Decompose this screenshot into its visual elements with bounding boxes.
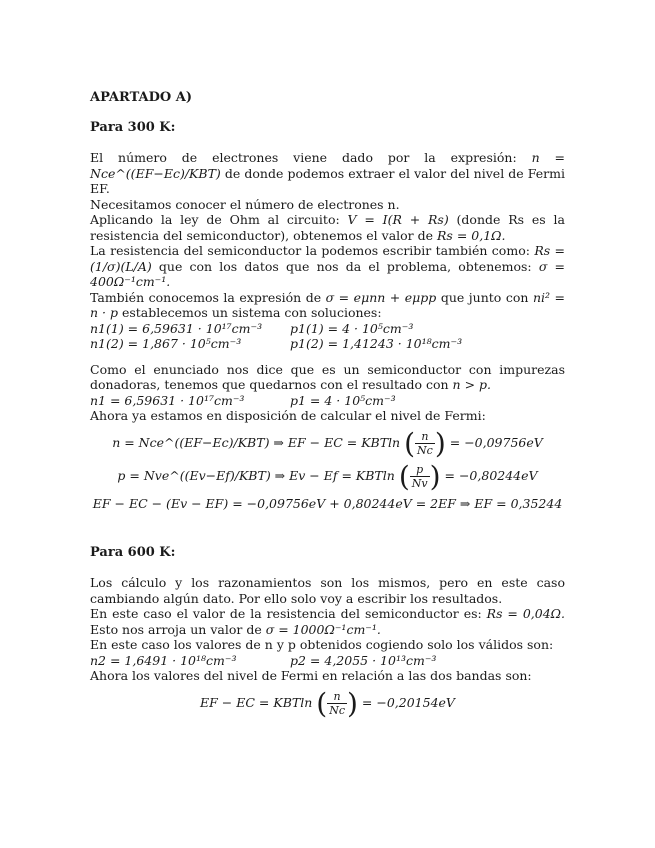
subsection-300k: Para 300 K: — [90, 120, 176, 135]
equation-4: EF − EC = KBTln ( $\frac{n}{Nc}$ ) = −0,20154eV — [200, 686, 455, 720]
formula-n: n = Nce^((EF−Ec)/KBT) — [90, 150, 565, 181]
equation-3: EF − EC − (Ev − EF) = −0,09756eV + 0,80244eV = 2EF ⇒ EF = 0,35244 — [92, 495, 563, 511]
equation-1: n = Nce^((EF−Ec)/KBT) ⇒ EF − EC = KBTln ( $\frac{n}{Nc}$ ) = −0,09756eV — [112, 426, 543, 460]
para-resistance-600: En este caso el valor de la resistencia del semiconductor es: Rs = 0,04Ω. Esto nos arroja un valor de σ = 1000Ω⁻¹cm⁻¹. — [90, 606, 566, 637]
para-sigma: También conocemos la expresión de σ = eμnn + eμpp que junto con ni² = n · p establecemos un sistema con soluciones: — [90, 289, 565, 320]
para-donor: Como el enunciado nos dice que es un semiconductor con impurezas donadoras, tenemos que quedarnos con el resultado con n > p. — [90, 361, 565, 392]
para-fermi-intro: Ahora ya estamos en disposición de calcular el nivel de Fermi: — [90, 408, 486, 423]
result-row-300: n1 = 6,59631 · 10¹⁷cm⁻³ p1 = 4 · 10⁵cm⁻³ — [90, 392, 396, 408]
para-resistance: La resistencia del semiconductor la podemos escribir también como: Rs = (1/σ)(L/A) que con los datos que nos da el problema, obtenemos: σ = 400Ω⁻¹cm⁻¹. — [90, 243, 566, 289]
para-need-n: Necesitamos conocer el número de electrones n. — [90, 196, 400, 212]
equation-2: p = Nve^((Ev−Ef)/KBT) ⇒ Ev − Ef = KBTln ( $\frac{p}{Nv}$ ) = −0,80244eV — [117, 459, 538, 493]
section-title: APARTADO A) — [90, 90, 192, 105]
solution-row-1: n1(1) = 6,59631 · 10¹⁷cm⁻³ p1(1) = 4 · 10⁵cm⁻³ — [90, 320, 414, 336]
subsection-600k: Para 600 K: — [90, 545, 176, 560]
para-fermi-bands: Ahora los valores del nivel de Fermi en relación a las dos bandas son: — [90, 668, 532, 683]
para-same-reasoning: Los cálculo y los razonamientos son los mismos, pero en este caso cambiando algún dato. Por ello solo voy a escribir los resultados. — [90, 575, 565, 606]
document-page — [90, 90, 565, 723]
solution-row-2: n1(2) = 1,867 · 10⁵cm⁻³ p1(2) = 1,41243 · 10¹⁸cm⁻³ — [90, 336, 463, 351]
result-row-600: n2 = 1,6491 · 10¹⁸cm⁻³ p2 = 4,2055 · 10¹³cm⁻³ — [90, 652, 437, 668]
para-ohm: Aplicando la ley de Ohm al circuito: V = I(R + Rs) (donde Rs es la resistencia del semiconductor), obtenemos el valor de Rs = 0,1Ω. — [90, 212, 565, 243]
para-electrons: El número de electrones viene dado por la expresión: n = Nce^((EF−Ec)/KBT) de donde podemos extraer el valor del nivel de Fermi EF. — [90, 150, 565, 196]
para-values-600: En este caso los valores de n y p obtenidos cogiendo solo los válidos son: — [90, 637, 554, 652]
